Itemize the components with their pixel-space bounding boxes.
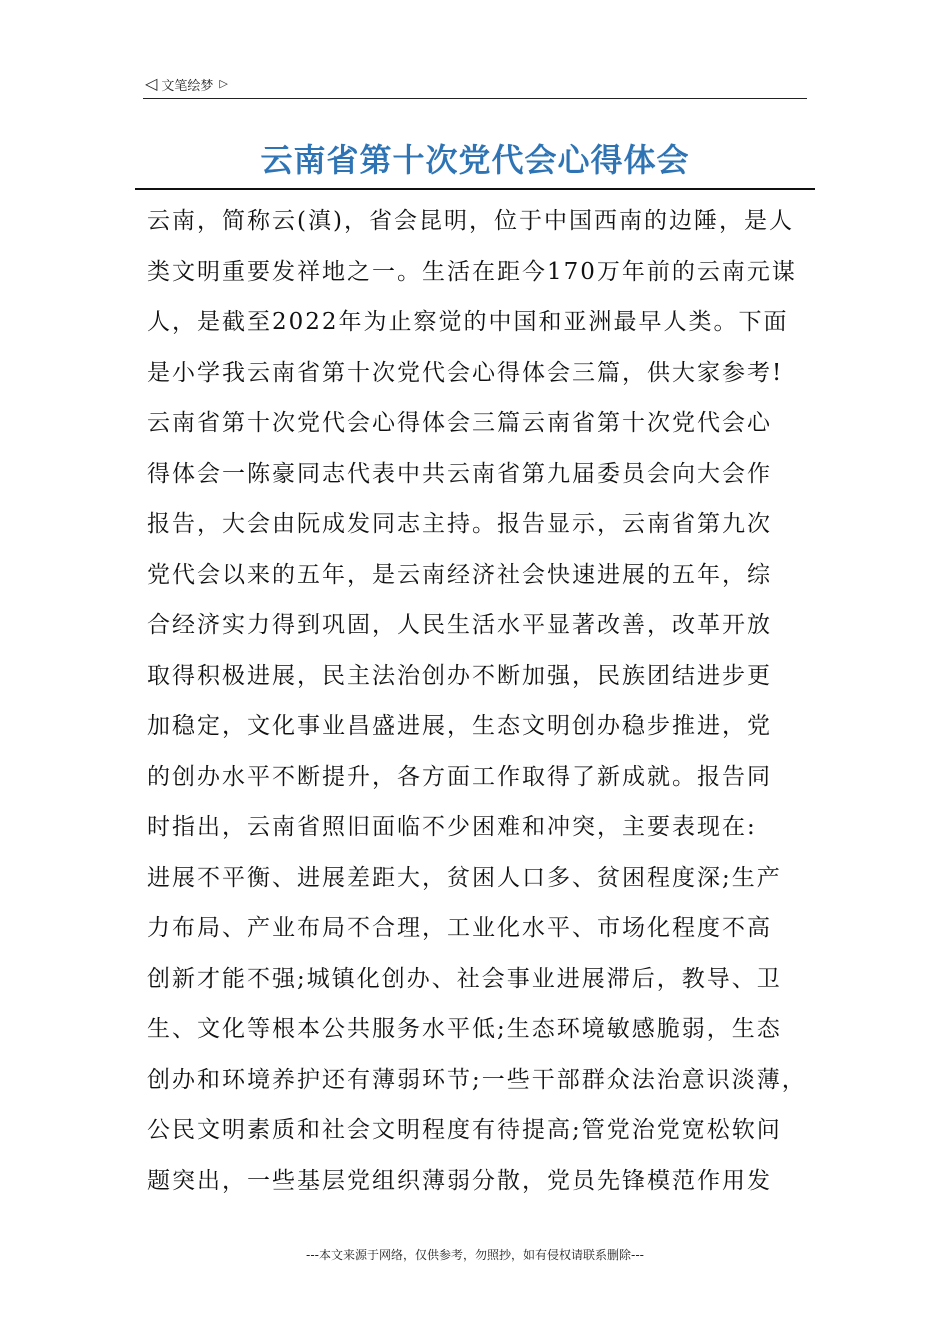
body-line: 人，是截至2022年为止察觉的中国和亚洲最早人类。下面 xyxy=(147,309,789,335)
title-divider xyxy=(135,188,815,190)
body-line: 的创办水平不断提升，各方面工作取得了新成就。报告同 xyxy=(147,763,772,790)
body-line: 创办和环境养护还有薄弱环节;一些干部群众法治意识淡薄， xyxy=(147,1066,807,1093)
body-line: 创新才能不强;城镇化创办、社会事业进展滞后，教导、卫 xyxy=(147,965,782,992)
brand xyxy=(145,74,228,94)
body-line: 取得积极进展，民主法治创办不断加强，民族团结进步更 xyxy=(147,662,772,689)
body-line: 力布局、产业布局不合理，工业化水平、市场化程度不高 xyxy=(147,915,772,941)
triangle-left-icon: ◁ xyxy=(145,74,158,93)
body-line: 公民文明素质和社会文明程度有待提高;管党治党宽松软问 xyxy=(147,1117,782,1143)
brand-name: 文笔绘梦 xyxy=(161,78,214,94)
body-line: 报告，大会由阮成发同志主持。报告显示，云南省第九次 xyxy=(147,511,772,537)
body-line: 加稳定，文化事业昌盛进展，生态文明创办稳步推进，党 xyxy=(147,713,772,739)
body-text xyxy=(147,196,815,1206)
document-title: 云南省第十次党代会心得体会 xyxy=(260,141,690,179)
body-line: 云南，简称云(滇)，省会昆明，位于中国西南的边陲，是人 xyxy=(147,208,794,234)
body-line: 云南省第十次党代会心得体会三篇云南省第十次党代会心 xyxy=(147,410,772,436)
body-line: 是小学我云南省第十次党代会心得体会三篇，供大家参考! xyxy=(147,359,784,386)
page-header xyxy=(143,74,807,99)
page-footer: ---本文来源于网络，仅供参考，勿照抄，如有侵权请联系删除--- xyxy=(306,1248,644,1262)
body-line: 类文明重要发祥地之一。生活在距今170万年前的云南元谋 xyxy=(147,258,797,285)
triangle-right-icon: ▷ xyxy=(219,77,228,90)
body-line: 进展不平衡、进展差距大，贫困人口多、贫困程度深;生产 xyxy=(147,864,782,891)
body-line: 合经济实力得到巩固，人民生活水平显著改善，改革开放 xyxy=(147,612,772,638)
body-line: 生、文化等根本公共服务水平低;生态环境敏感脆弱，生态 xyxy=(147,1016,782,1042)
body-line: 题突出，一些基层党组织薄弱分散，党员先锋模范作用发 xyxy=(147,1167,772,1194)
body-line: 党代会以来的五年，是云南经济社会快速进展的五年，综 xyxy=(147,561,772,588)
body-line: 得体会一陈豪同志代表中共云南省第九届委员会向大会作 xyxy=(147,460,772,487)
body-line: 时指出，云南省照旧面临不少困难和冲突，主要表现在: xyxy=(147,814,757,840)
